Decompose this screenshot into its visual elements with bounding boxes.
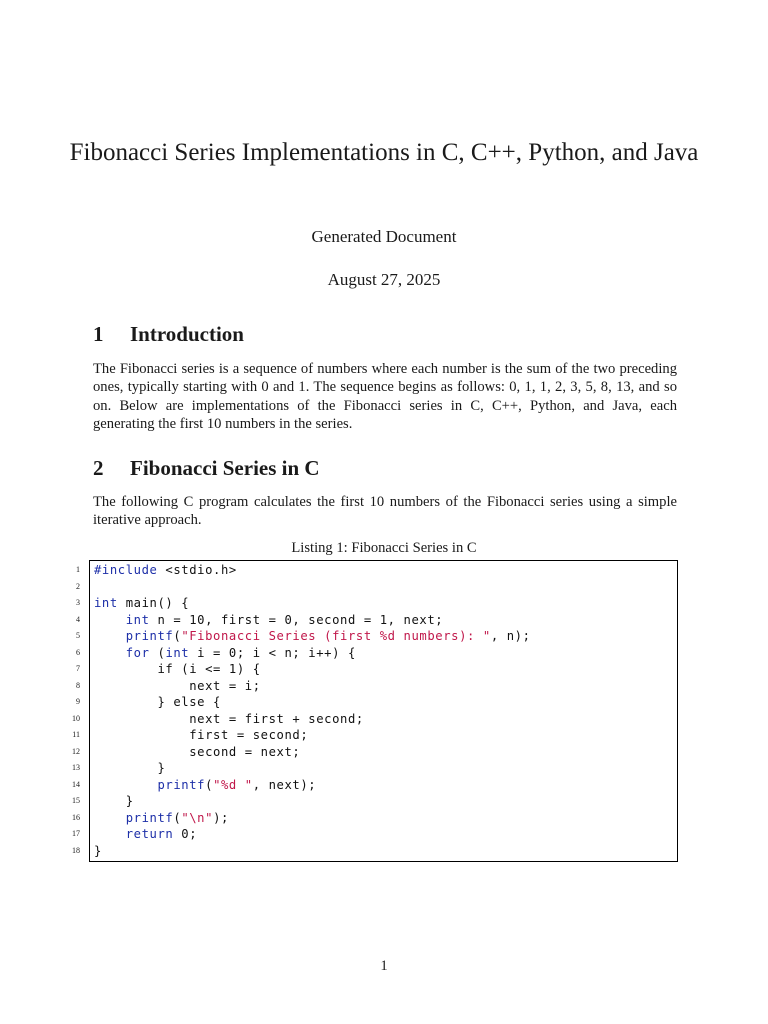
document-author: Generated Document <box>311 227 457 246</box>
code-text <box>94 827 126 841</box>
code-text: next = i; <box>94 678 261 693</box>
code-line <box>94 744 531 761</box>
code-line <box>94 612 531 629</box>
code-line <box>94 628 531 645</box>
code-line-number: 16 <box>72 812 80 822</box>
code-text: , n); <box>490 629 531 643</box>
code-line <box>94 694 531 711</box>
code-line <box>94 562 531 579</box>
code-line-number: 9 <box>76 697 80 706</box>
code-line-number: 15 <box>72 796 80 805</box>
code-line <box>94 843 531 860</box>
section-heading-fibonacci-c <box>93 456 320 481</box>
code-line <box>94 579 531 596</box>
code-line-number: 18 <box>72 845 80 855</box>
code-string: "Fibonacci Series (first %d numbers): " <box>181 629 491 643</box>
code-keyword: printf <box>125 810 174 825</box>
code-text <box>94 613 126 627</box>
code-text: i = 0; i < n; i++) { <box>189 645 356 660</box>
document-title: Fibonacci Series Implementations in C, C++, Python, and Java <box>69 139 699 166</box>
code-line <box>94 661 531 678</box>
code-line <box>94 826 531 843</box>
code-line <box>94 727 531 744</box>
section-number: 1 <box>93 322 104 346</box>
code-text: main() { <box>117 596 190 610</box>
code-keyword: #include <box>94 563 158 577</box>
code-text <box>94 778 158 792</box>
code-text: second = next; <box>94 744 301 759</box>
code-line <box>94 595 531 612</box>
code-text: next = first + second; <box>94 711 364 726</box>
introduction-paragraph: The Fibonacci series is a sequence of numbers where each number is the sum of the two preceding ones, typically starting with 0 and 1. The sequence begins as follows: 0, 1, 1, 2, 3, 5, 8, 13, and so on. Below are implementations of the Fibonacci series in C, C++, Python, and Java, each generating the first 10 numbers in the series. <box>93 361 677 432</box>
code-text: 0; <box>173 827 198 841</box>
code-line-number: 3 <box>76 598 80 607</box>
fibonacci-c-paragraph: The following C program calculates the first 10 numbers of the Fibonacci series using a simple iterative approach. <box>93 494 677 529</box>
code-text: ( <box>173 629 182 643</box>
code-keyword: printf <box>157 777 206 792</box>
code-line-number: 8 <box>76 680 80 690</box>
code-text: , next); <box>252 777 317 792</box>
code-keyword: int <box>125 612 150 627</box>
code-line-number: 1 <box>76 565 80 574</box>
page-number: 1 <box>380 958 388 974</box>
code-keyword: printf <box>125 629 174 643</box>
listing-caption: Listing 1: Fibonacci Series in C <box>291 540 477 556</box>
code-text: n = 10, first = 0, second = 1, next; <box>149 612 444 627</box>
code-line <box>94 777 531 794</box>
code-line <box>94 645 531 662</box>
code-line-number: 14 <box>72 779 80 789</box>
code-text <box>94 646 126 660</box>
code-text: ( <box>149 645 166 660</box>
code-text: ( <box>205 777 214 792</box>
code-line-numbers <box>60 562 80 859</box>
code-line-number: 17 <box>72 829 80 838</box>
code-text: } <box>94 794 134 808</box>
code-text: if (i <= 1) { <box>94 662 261 676</box>
code-line-number: 13 <box>72 763 80 772</box>
code-line-number: 11 <box>72 730 80 739</box>
section-title: Fibonacci Series in C <box>130 456 320 480</box>
code-keyword: return <box>125 827 174 841</box>
document-date: August 27, 2025 <box>327 270 441 289</box>
code-line-number: 4 <box>76 614 80 624</box>
code-text: } else { <box>94 695 221 709</box>
code-line-number: 12 <box>72 746 80 756</box>
code-text: } <box>94 843 102 858</box>
section-heading-introduction <box>93 322 244 347</box>
code-string: "\n" <box>181 810 214 825</box>
code-text: first = second; <box>94 728 309 742</box>
code-line <box>94 810 531 827</box>
code-line <box>94 711 531 728</box>
code-line-number: 10 <box>72 713 80 723</box>
section-number: 2 <box>93 456 104 480</box>
code-line-number: 7 <box>76 664 80 673</box>
code-keyword: for <box>125 645 150 660</box>
code-line-number: 2 <box>76 581 80 591</box>
code-string: "%d " <box>213 777 253 792</box>
code-text: } <box>94 761 166 775</box>
code-line <box>94 793 531 810</box>
code-text: ); <box>213 810 229 825</box>
code-listing <box>94 562 531 859</box>
code-text <box>94 629 126 643</box>
code-line <box>94 678 531 695</box>
code-keyword: int <box>94 596 118 610</box>
code-keyword: int <box>165 645 190 660</box>
code-text: <stdio.h> <box>157 563 237 577</box>
code-line-number: 5 <box>76 631 80 640</box>
code-line-number: 6 <box>76 647 80 657</box>
code-line <box>94 760 531 777</box>
section-title: Introduction <box>130 322 244 346</box>
code-text <box>94 811 126 825</box>
code-text: ( <box>173 810 182 825</box>
